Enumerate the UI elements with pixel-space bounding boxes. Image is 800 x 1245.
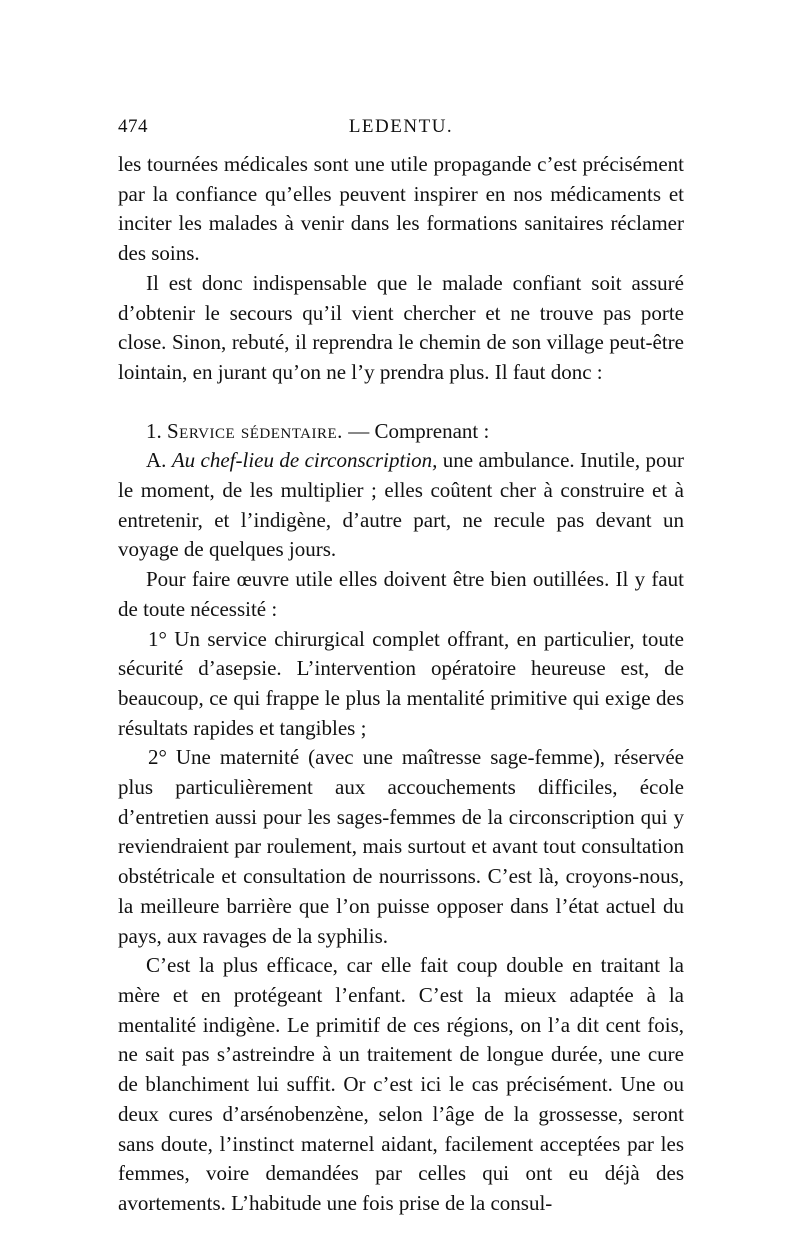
item-a-italic: Au chef-lieu de circonscription,: [171, 448, 438, 473]
paragraph-continuation: les tournées médicales sont une utile propagande c’est précisément par la confiance qu’elles peuvent inspirer en nos médicaments et inciter les malades à venir dans les formations sanitaires réclamer des soins.: [118, 152, 684, 266]
page-header: [118, 116, 684, 146]
page-number: 474: [118, 116, 148, 137]
running-head: LEDENTU.: [348, 116, 454, 137]
item-a-text: une ambulance. Inutile, pour le moment, de les multiplier ; elles coûtent cher à construire et à entretenir, et l’indigène, d’autre part, ne recule pas devant un voyage de quelques jours.: [118, 448, 684, 562]
body-text: [118, 150, 684, 1219]
paragraph-efficace: C’est la plus efficace, car elle fait coup double en traitant la mère et en protégeant l’enfant. C’est la mieux adaptée à la mentalité indigène. Le primitif de ces régions, on l’a dit cent fois, ne sait pas s’astreindre à un traitement de longue durée, une cure de blanchiment lui suffit. Or c’est ici le cas précisément. Une ou deux cures d’arsénobenzène, selon l’âge de la grossesse, seront sans doute, l’instinct maternel aidant, facilement acceptées par les femmes, voire demandées par celles qui ont eu déjà des avortements. L’habitude une fois prise de la consul-: [118, 953, 684, 1215]
paragraph-item-2: 2° Une maternité (avec une maîtresse sage-femme), réservée plus particulièrement aux accouchements difficiles, école d’entretien aussi pour les sages-femmes de la circonscription qui y reviendraient par roulement, mais surtout et avant tout consultation obstétricale et consultation de nourrissons. C’est là, croyons-nous, la meilleure barrière que l’on puisse opposer dans l’état actuel du pays, aux ravages de la syphilis.: [118, 745, 684, 948]
item-a-letter: A.: [146, 448, 167, 473]
paragraph-outillees: Pour faire œuvre utile elles doivent être bien outillées. Il y faut de toute nécessité :: [118, 567, 684, 621]
section-label-rest: — Comprenant :: [342, 418, 490, 443]
section-heading-service-sedentaire: [118, 417, 684, 447]
section-label: Service sédentaire.: [167, 418, 343, 443]
paragraph-item-1: 1° Un service chirurgical complet offrant, en particulier, toute sécurité d’asepsie. L’intervention opératoire heureuse est, de beaucoup, ce qui frappe le plus la mentalité primitive qui exige des résultats rapides et tangibles ;: [118, 626, 684, 740]
paragraph-indispensable: Il est donc indispensable que le malade confiant soit assuré d’obtenir le secours qu’il vient chercher et ne trouve pas porte close. Sinon, rebuté, il reprendra le chemin de son village peut-être lointain, en jurant qu’on ne l’y prendra plus. Il faut donc :: [118, 270, 684, 384]
section-number: 1.: [146, 418, 162, 443]
paragraph-item-a: [118, 446, 684, 565]
